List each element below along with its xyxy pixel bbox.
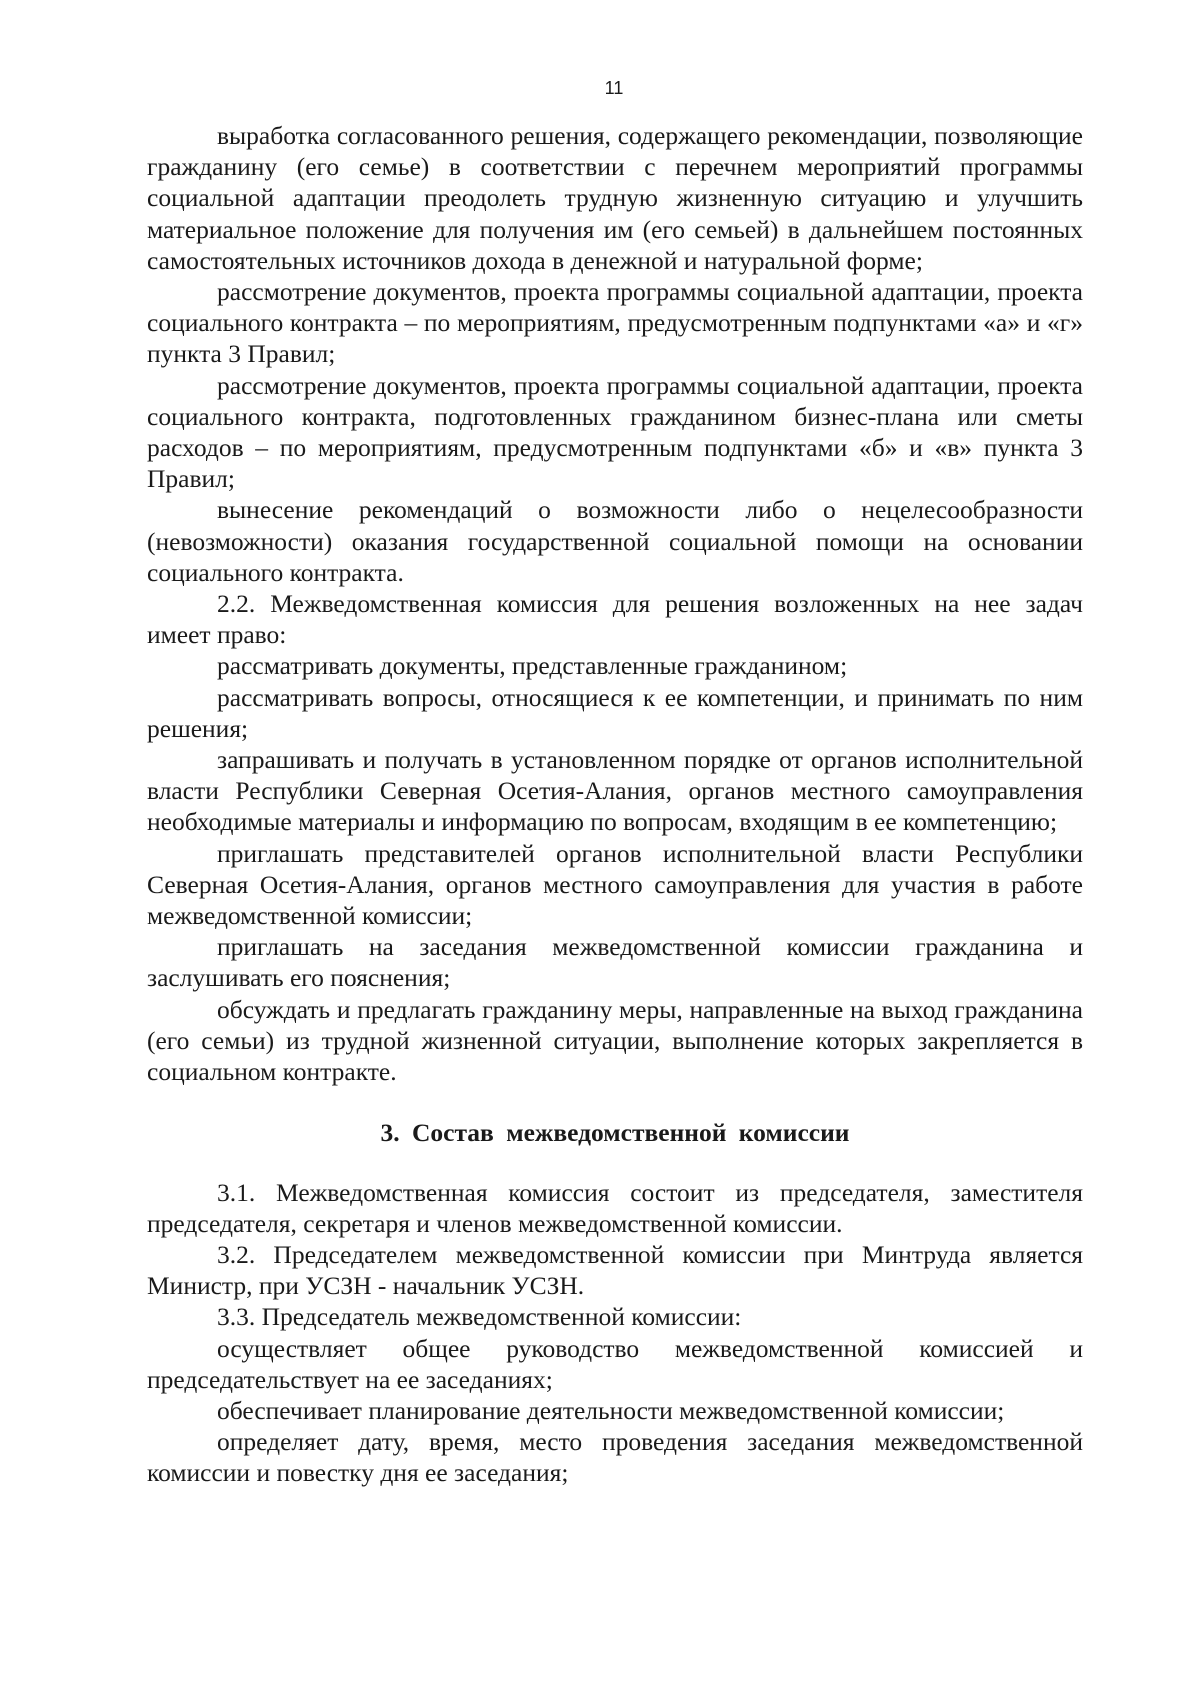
paragraph: рассмотрение документов, проекта программы социальной адаптации, проекта социального контракта – по мероприятиям, предусмотренным подпунктами «а» и «г» пункта 3 Правил; [147,277,1083,369]
paragraph: 3.1. Межведомственная комиссия состоит из председателя, заместителя председателя, секретаря и членов межведомственной комиссии. [147,1177,1083,1238]
paragraph: 2.2. Межведомственная комиссия для решения возложенных на нее задач имеет право: [147,589,1083,650]
paragraph: определяет дату, время, место проведения заседания межведомственной комиссии и повестку дня ее заседания; [147,1427,1083,1488]
paragraph: рассматривать вопросы, относящиеся к ее компетенции, и принимать по ним решения; [147,682,1083,743]
paragraph: 3.3. Председатель межведомственной комиссии: [217,1302,742,1332]
paragraph: осуществляет общее руководство межведомственной комиссией и председательствует на ее заседаниях; [147,1333,1083,1394]
paragraph: обеспечивает планирование деятельности межведомственной комиссии; [217,1395,1005,1425]
paragraph: выработка согласованного решения, содержащего рекомендации, позволяющие гражданину (его семье) в соответствии с перечнем мероприятий программы социальной адаптации преодолеть трудную жизненную ситуацию и улучшить материальное положение для получения им (его семьей) в дальнейшем постоянных самостоятельных источников дохода в денежной и натуральной форме; [147,121,1083,275]
paragraph: приглашать на заседания межведомственной комиссии гражданина и заслушивать его пояснения; [147,932,1083,993]
document-body [147,120,1083,1489]
paragraph: 3.2. Председателем межведомственной комиссии при Минтруда является Министр, при УСЗН - начальник УСЗН. [147,1239,1083,1301]
paragraph: рассматривать документы, представленные гражданином; [217,651,848,681]
paragraph: рассмотрение документов, проекта программы социальной адаптации, проекта социального контракта, подготовленных гражданином бизнес-плана или сметы расходов – по мероприятиям, предусмотренным подпунктами «б» и «в» пункта 3 Правил; [147,370,1083,494]
page-number: 11 [604,78,624,98]
paragraph: запрашивать и получать в установленном порядке от органов исполнительной власти Республики Северная Осетия-Алания, органов местного самоуправления необходимые материалы и информацию по вопросам, входящим в ее компетенцию; [147,745,1083,837]
paragraph: приглашать представителей органов исполнительной власти Республики Северная Осетия-Алания, органов местного самоуправления для участия в работе межведомственной комиссии; [147,838,1083,931]
paragraph: вынесение рекомендаций о возможности либо о нецелесообразности (невозможности) оказания государственной социальной помощи на основании социального контракта. [147,495,1083,587]
paragraph: обсуждать и предлагать гражданину меры, направленные на выход гражданина (его семьи) из трудной жизненной ситуации, выполнение которых закрепляется в социальном контракте. [147,994,1083,1087]
section-heading: 3. Состав межведомственной комиссии [380,1118,850,1148]
